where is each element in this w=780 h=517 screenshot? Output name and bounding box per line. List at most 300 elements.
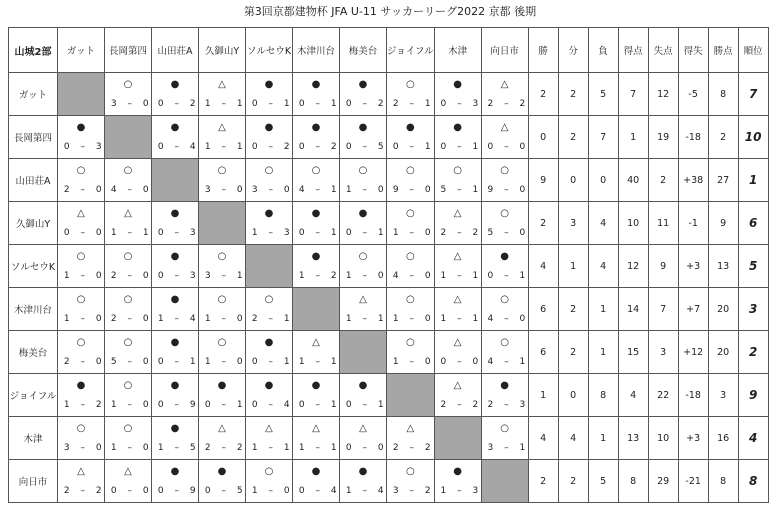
goals-for: 1: [63, 271, 71, 281]
goals-for: 1: [204, 314, 212, 324]
stat-cell: 4: [528, 245, 558, 288]
stat-cell: 40: [618, 159, 648, 202]
result-mark-icon: △: [453, 208, 462, 219]
match-score: [293, 142, 339, 153]
match-score: [387, 486, 434, 497]
goals-for: 0: [440, 142, 447, 152]
stat-cell: 3: [708, 374, 738, 417]
result-mark-icon: ●: [170, 251, 180, 262]
score-separator: –: [268, 314, 274, 324]
match-score: [152, 99, 198, 110]
result-mark-icon: ●: [76, 380, 86, 391]
result-mark-icon: ○: [358, 251, 368, 262]
match-score: [387, 99, 434, 110]
stat-cell: 13: [708, 245, 738, 288]
match-score: [105, 486, 151, 497]
result-mark-icon: ○: [453, 165, 463, 176]
match-result-cell: [246, 116, 293, 159]
goals-for: 0: [345, 142, 353, 152]
score-separator: –: [268, 486, 274, 496]
score-separator: –: [221, 486, 227, 496]
score-separator: –: [127, 228, 133, 238]
score-separator: –: [80, 314, 86, 324]
score-separator: –: [362, 486, 368, 496]
result-mark-icon: ○: [500, 423, 510, 434]
match-result-cell: [481, 116, 528, 159]
stat-cell: 11: [648, 202, 678, 245]
goals-for: 2: [487, 99, 494, 109]
score-separator: –: [127, 443, 133, 453]
rank-cell: 9: [738, 374, 768, 417]
goals-for: 3: [392, 486, 400, 496]
score-separator: –: [268, 443, 274, 453]
row-team-name: ガット: [9, 73, 58, 116]
stat-cell: 0: [588, 159, 618, 202]
score-separator: –: [221, 185, 227, 195]
row-team-name: 長岡第四: [9, 116, 58, 159]
score-separator: –: [409, 314, 415, 324]
stat-cell: 1: [558, 245, 588, 288]
match-result-cell: [105, 202, 152, 245]
result-mark-icon: ●: [170, 423, 180, 434]
stat-cell: 4: [618, 374, 648, 417]
goals-for: 0: [204, 486, 212, 496]
goals-against: 2: [330, 271, 338, 281]
match-result-cell: [152, 374, 199, 417]
goals-against: 3: [189, 271, 197, 281]
rank-cell: 10: [738, 116, 768, 159]
score-separator: –: [268, 228, 274, 238]
goals-against: 9: [189, 400, 197, 410]
row-team-name: ソルセウK: [9, 245, 58, 288]
column-header-stat: 分: [558, 28, 588, 73]
score-separator: –: [315, 400, 321, 410]
result-mark-icon: △: [500, 79, 509, 90]
goals-against: 3: [472, 99, 479, 109]
goals-for: 0: [345, 99, 353, 109]
result-mark-icon: ●: [264, 122, 274, 133]
goals-for: 0: [298, 486, 306, 496]
match-result-cell: [434, 460, 481, 503]
match-result-cell: [199, 245, 246, 288]
column-header-team: ガット: [58, 28, 105, 73]
match-result-cell: [199, 116, 246, 159]
match-result-cell: [340, 288, 387, 331]
goals-for: 0: [157, 400, 165, 410]
goals-for: 2: [63, 185, 71, 195]
match-score: [58, 185, 104, 196]
row-team-name: 梅美台: [9, 331, 58, 374]
goals-for: 1: [392, 228, 400, 238]
match-result-cell: [434, 288, 481, 331]
result-mark-icon: ●: [500, 380, 510, 391]
goals-for: 0: [345, 400, 353, 410]
match-result-cell: [199, 460, 246, 503]
match-result-cell: [340, 417, 387, 460]
match-score: [482, 271, 528, 282]
goals-against: 0: [424, 271, 432, 281]
stat-cell: 20: [708, 331, 738, 374]
goals-for: 5: [487, 228, 494, 238]
goals-for: 0: [63, 142, 71, 152]
result-mark-icon: ●: [311, 251, 321, 262]
goals-against: 9: [189, 486, 197, 496]
goals-against: 0: [142, 185, 150, 195]
match-score: [435, 228, 481, 239]
result-mark-icon: ●: [311, 380, 321, 391]
column-header-stat: 勝: [528, 28, 558, 73]
result-mark-icon: ●: [170, 466, 180, 477]
score-separator: –: [80, 185, 86, 195]
goals-against: 1: [236, 400, 244, 410]
result-mark-icon: △: [265, 423, 273, 434]
score-separator: –: [221, 99, 227, 109]
match-result-cell: [105, 460, 152, 503]
match-score: [199, 357, 245, 368]
match-result-cell: [340, 73, 387, 116]
goals-against: 0: [142, 271, 150, 281]
result-mark-icon: ○: [405, 165, 415, 176]
match-score: [482, 357, 528, 368]
self-match-cell: [199, 202, 246, 245]
stat-cell: 10: [648, 417, 678, 460]
goals-against: 2: [189, 99, 197, 109]
goals-for: 0: [345, 228, 353, 238]
stat-cell: 5: [588, 73, 618, 116]
goals-for: 0: [157, 99, 165, 109]
goals-for: 0: [440, 99, 447, 109]
table-row: [9, 245, 769, 288]
result-mark-icon: ○: [405, 208, 415, 219]
goals-for: 3: [204, 271, 212, 281]
match-result-cell: [293, 460, 340, 503]
result-mark-icon: △: [500, 122, 509, 133]
stat-cell: 2: [558, 331, 588, 374]
goals-against: 0: [377, 271, 385, 281]
match-score: [482, 443, 528, 454]
result-mark-icon: ●: [453, 466, 463, 477]
score-separator: –: [268, 99, 274, 109]
stat-cell: 9: [648, 245, 678, 288]
goals-for: 0: [251, 400, 259, 410]
goals-against: 1: [472, 314, 479, 324]
match-result-cell: [387, 288, 435, 331]
match-score: [340, 142, 386, 153]
stat-cell: 20: [708, 288, 738, 331]
goals-against: 1: [330, 185, 338, 195]
score-separator: –: [315, 486, 321, 496]
stat-cell: 6: [528, 288, 558, 331]
match-result-cell: [105, 331, 152, 374]
score-separator: –: [268, 185, 274, 195]
rank-cell: 6: [738, 202, 768, 245]
goals-for: 9: [487, 185, 494, 195]
score-separator: –: [174, 271, 180, 281]
column-header-stat: 得失: [678, 28, 708, 73]
goals-for: 0: [392, 142, 400, 152]
match-score: [293, 400, 339, 411]
result-mark-icon: ●: [170, 337, 180, 348]
goals-for: 1: [204, 357, 212, 367]
result-mark-icon: ○: [405, 79, 415, 90]
score-separator: –: [362, 99, 368, 109]
score-separator: –: [80, 228, 86, 238]
goals-against: 0: [142, 357, 150, 367]
score-separator: –: [504, 142, 510, 152]
match-result-cell: [293, 159, 340, 202]
match-score: [387, 142, 434, 153]
score-separator: –: [362, 185, 368, 195]
goals-for: 0: [157, 357, 165, 367]
result-mark-icon: ●: [311, 208, 321, 219]
goals-for: 1: [157, 314, 165, 324]
match-score: [435, 185, 481, 196]
goals-for: 3: [110, 99, 118, 109]
goals-against: 0: [424, 228, 432, 238]
goals-for: 2: [440, 228, 447, 238]
goals-against: 2: [472, 400, 479, 410]
goals-against: 5: [377, 142, 385, 152]
score-separator: –: [409, 271, 415, 281]
match-score: [293, 486, 339, 497]
match-result-cell: [340, 460, 387, 503]
match-score: [387, 271, 434, 282]
match-result-cell: [481, 73, 528, 116]
table-row: [9, 202, 769, 245]
goals-against: 0: [377, 443, 385, 453]
score-separator: –: [127, 99, 133, 109]
match-result-cell: [199, 331, 246, 374]
result-mark-icon: ○: [405, 337, 415, 348]
match-result-cell: [246, 202, 293, 245]
goals-against: 4: [189, 314, 197, 324]
match-result-cell: [58, 159, 105, 202]
rank-cell: 2: [738, 331, 768, 374]
score-separator: –: [80, 142, 86, 152]
result-mark-icon: ●: [311, 122, 321, 133]
stat-cell: -5: [678, 73, 708, 116]
result-mark-icon: ○: [311, 165, 321, 176]
table-row: [9, 460, 769, 503]
goals-against: 1: [236, 142, 244, 152]
result-mark-icon: ●: [264, 79, 274, 90]
match-score: [246, 142, 292, 153]
match-result-cell: [340, 159, 387, 202]
goals-against: 0: [472, 357, 479, 367]
goals-against: 3: [283, 228, 291, 238]
result-mark-icon: ●: [358, 208, 368, 219]
self-match-cell: [293, 288, 340, 331]
goals-for: 0: [157, 228, 165, 238]
match-result-cell: [434, 374, 481, 417]
match-result-cell: [105, 245, 152, 288]
self-match-cell: [246, 245, 293, 288]
match-result-cell: [152, 73, 199, 116]
goals-against: 5: [189, 443, 197, 453]
column-header-stat: 順位: [738, 28, 768, 73]
goals-against: 0: [236, 357, 244, 367]
match-result-cell: [246, 73, 293, 116]
result-mark-icon: ○: [123, 251, 133, 262]
match-score: [482, 400, 528, 411]
result-mark-icon: ○: [500, 337, 510, 348]
goals-for: 1: [204, 99, 212, 109]
match-result-cell: [434, 245, 481, 288]
match-score: [293, 443, 339, 454]
match-score: [293, 99, 339, 110]
score-separator: –: [80, 271, 86, 281]
row-team-name: ジョイフル: [9, 374, 58, 417]
column-header-stat: 失点: [648, 28, 678, 73]
match-score: [387, 443, 434, 454]
match-result-cell: [58, 331, 105, 374]
stat-cell: +7: [678, 288, 708, 331]
match-result-cell: [387, 417, 435, 460]
goals-for: 2: [110, 271, 118, 281]
score-separator: –: [457, 142, 463, 152]
goals-for: 2: [392, 99, 400, 109]
goals-against: 0: [95, 228, 103, 238]
goals-for: 4: [298, 185, 306, 195]
goals-for: 1: [345, 486, 353, 496]
goals-for: 1: [110, 400, 118, 410]
result-mark-icon: ○: [217, 294, 227, 305]
match-result-cell: [293, 417, 340, 460]
match-result-cell: [246, 159, 293, 202]
match-score: [199, 142, 245, 153]
match-score: [246, 99, 292, 110]
goals-for: 0: [298, 99, 306, 109]
score-separator: –: [174, 443, 180, 453]
score-separator: –: [174, 357, 180, 367]
result-mark-icon: ○: [405, 294, 415, 305]
goals-for: 2: [110, 314, 118, 324]
goals-against: 4: [377, 486, 385, 496]
goals-against: 1: [142, 228, 150, 238]
stat-cell: 12: [618, 245, 648, 288]
match-score: [199, 443, 245, 454]
score-separator: –: [362, 142, 368, 152]
stat-cell: 8: [618, 460, 648, 503]
goals-against: 0: [236, 314, 244, 324]
result-mark-icon: ○: [123, 79, 133, 90]
stat-cell: 12: [648, 73, 678, 116]
column-header-stat: 負: [588, 28, 618, 73]
result-mark-icon: △: [124, 466, 132, 477]
goals-for: 1: [298, 443, 306, 453]
result-mark-icon: ●: [170, 294, 180, 305]
row-team-name: 久御山Y: [9, 202, 58, 245]
goals-for: 9: [392, 185, 400, 195]
result-mark-icon: ●: [358, 79, 368, 90]
result-mark-icon: ○: [405, 251, 415, 262]
match-score: [387, 314, 434, 325]
goals-for: 1: [392, 357, 400, 367]
match-result-cell: [293, 331, 340, 374]
score-separator: –: [457, 400, 463, 410]
match-result-cell: [105, 417, 152, 460]
stat-cell: 8: [588, 374, 618, 417]
match-score: [340, 99, 386, 110]
score-separator: –: [315, 185, 321, 195]
stat-cell: 1: [528, 374, 558, 417]
match-result-cell: [387, 116, 435, 159]
goals-against: 1: [236, 99, 244, 109]
score-separator: –: [127, 357, 133, 367]
result-mark-icon: ○: [264, 466, 274, 477]
goals-for: 0: [298, 228, 306, 238]
stat-cell: 19: [648, 116, 678, 159]
score-separator: –: [268, 400, 274, 410]
goals-against: 0: [95, 357, 103, 367]
match-result-cell: [152, 288, 199, 331]
match-result-cell: [434, 116, 481, 159]
result-mark-icon: ●: [264, 380, 274, 391]
goals-against: 1: [377, 228, 385, 238]
score-separator: –: [315, 99, 321, 109]
match-score: [246, 228, 292, 239]
score-separator: –: [174, 99, 180, 109]
score-separator: –: [457, 357, 463, 367]
score-separator: –: [80, 400, 86, 410]
goals-against: 1: [236, 271, 244, 281]
column-header-team: ジョイフル: [387, 28, 435, 73]
goals-against: 1: [330, 357, 338, 367]
goals-against: 2: [424, 486, 432, 496]
match-result-cell: [152, 460, 199, 503]
result-mark-icon: △: [359, 423, 367, 434]
rank-cell: 4: [738, 417, 768, 460]
goals-against: 0: [95, 314, 103, 324]
result-mark-icon: ○: [123, 423, 133, 434]
result-mark-icon: ●: [453, 79, 463, 90]
score-separator: –: [409, 99, 415, 109]
match-score: [152, 228, 198, 239]
score-separator: –: [174, 142, 180, 152]
result-mark-icon: ●: [453, 122, 463, 133]
score-separator: –: [504, 357, 510, 367]
goals-for: 0: [157, 271, 165, 281]
goals-against: 2: [472, 228, 479, 238]
result-mark-icon: ○: [76, 165, 86, 176]
match-score: [152, 314, 198, 325]
match-score: [105, 314, 151, 325]
score-separator: –: [504, 443, 510, 453]
stat-cell: 6: [528, 331, 558, 374]
stat-cell: 1: [588, 288, 618, 331]
goals-against: 0: [142, 486, 150, 496]
score-separator: –: [221, 443, 227, 453]
goals-against: 1: [472, 185, 479, 195]
stat-cell: -21: [678, 460, 708, 503]
goals-against: 2: [424, 443, 432, 453]
score-separator: –: [409, 228, 415, 238]
score-separator: –: [504, 185, 510, 195]
result-mark-icon: ●: [311, 79, 321, 90]
result-mark-icon: ○: [358, 165, 368, 176]
score-separator: –: [127, 314, 133, 324]
stat-cell: 2: [558, 116, 588, 159]
result-mark-icon: ○: [264, 165, 274, 176]
match-score: [246, 400, 292, 411]
goals-for: 0: [110, 486, 118, 496]
score-separator: –: [504, 271, 510, 281]
match-result-cell: [293, 73, 340, 116]
goals-against: 0: [236, 185, 244, 195]
goals-against: 1: [519, 357, 526, 367]
score-separator: –: [409, 142, 415, 152]
match-result-cell: [340, 245, 387, 288]
